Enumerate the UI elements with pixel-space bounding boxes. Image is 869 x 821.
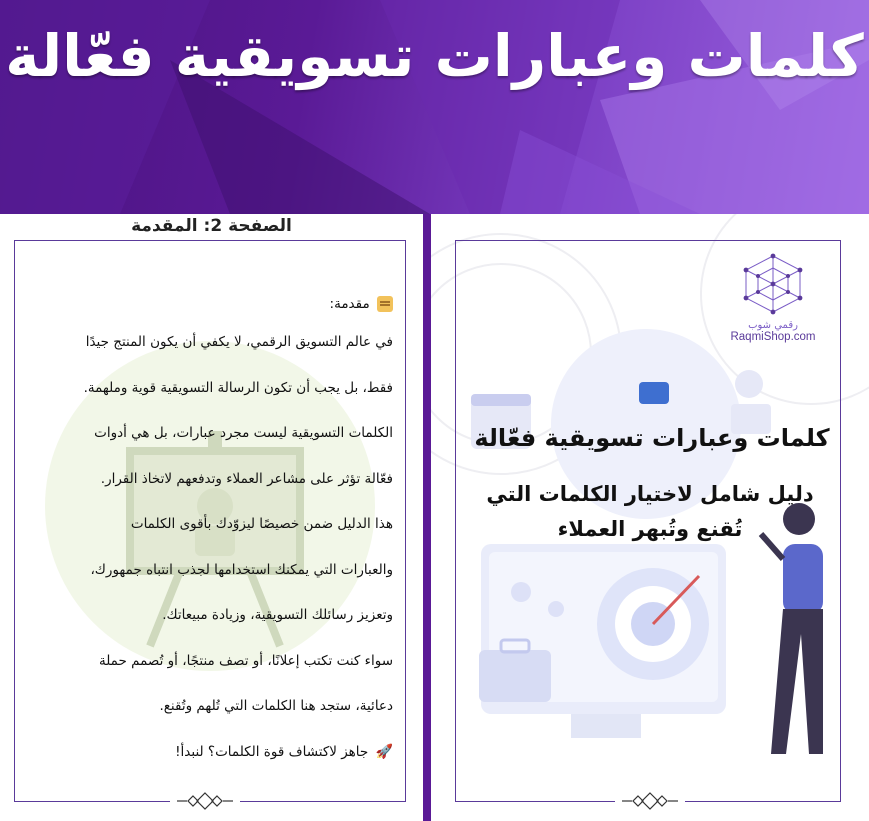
paragraph-line: في عالم التسويق الرقمي، لا يكفي أن يكون المنتج جيدًا	[85, 334, 393, 350]
scroll-icon	[377, 296, 393, 312]
banner-title: كلمات وعبارات تسويقية فعّالة	[5, 22, 864, 90]
paragraph-line: فقط، بل يجب أن تكون الرسالة التسويقية قوية وملهمة.	[83, 379, 393, 396]
logo-arabic-text: رقمي شوب	[748, 320, 798, 331]
page-divider	[423, 214, 431, 821]
paragraph-line: سواء كنت تكتب إعلانًا، أو تصف منتجًا، أو تُصمم حملة	[98, 652, 393, 669]
raqmishop-logo	[718, 252, 828, 343]
paragraph-line: دعائية، ستجد هنا الكلمات التي تُلهم وتُقنع.	[159, 698, 393, 714]
logo-website-text: RaqmiShop.com	[730, 331, 816, 343]
ornament-icon	[175, 791, 235, 811]
introduction-text	[25, 293, 393, 786]
closing-text: جاهز لاكتشاف قوة الكلمات؟ لنبدأ!	[175, 743, 369, 760]
intro-heading-label: مقدمة:	[329, 296, 370, 312]
page-header: الصفحة 2: المقدمة	[131, 216, 292, 236]
rocket-icon: 🚀	[375, 743, 393, 760]
network-logo-icon	[738, 252, 808, 316]
header-banner	[0, 0, 869, 214]
paragraph-line: الكلمات التسويقية ليست مجرد عبارات، بل هي أدوات	[94, 425, 393, 441]
closing-line	[25, 741, 393, 787]
paragraph-line: هذا الدليل ضمن خصيصًا ليزوّدك بأقوى الكلمات	[130, 516, 393, 532]
decorative-ornament	[170, 789, 240, 813]
page-frame	[14, 240, 406, 802]
intro-heading	[25, 293, 393, 331]
cover-title: كلمات وعبارات تسويقية فعّالة	[474, 424, 830, 452]
cover-page	[431, 214, 869, 821]
ornament-icon	[620, 791, 680, 811]
paragraph-line: والعبارات التي يمكنك استخدامها لجذب انتباه جمهورك،	[90, 561, 393, 578]
decorative-ornament	[615, 789, 685, 813]
cover-subtitle-line-1: دليل شامل لاختيار الكلمات التي	[486, 482, 814, 506]
page-introduction	[0, 214, 423, 821]
paragraph-line: وتعزيز رسائلك التسويقية، وزيادة مبيعاتك.	[162, 607, 393, 623]
cover-subtitle-line-2: تُقنع وتُبهر العملاء	[557, 517, 743, 541]
paragraph-line: فعّالة تؤثر على مشاعر العملاء وتدفعهم لاتخاذ القرار.	[100, 470, 393, 487]
